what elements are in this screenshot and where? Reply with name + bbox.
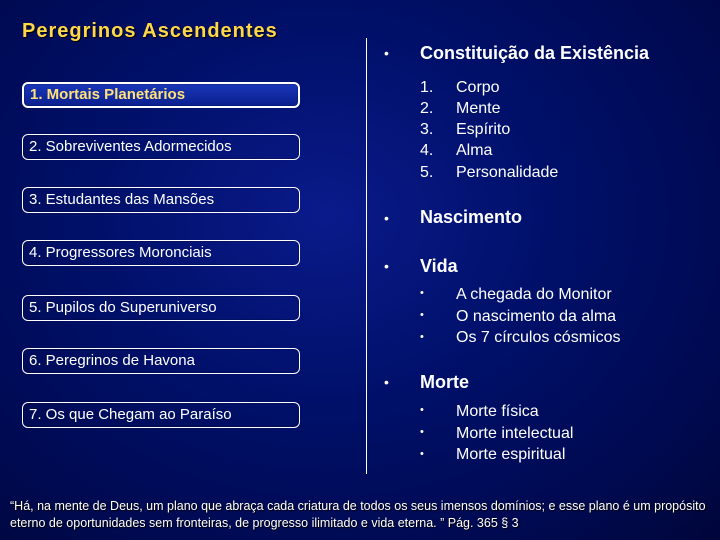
constitution-item: Mente xyxy=(456,100,501,117)
life-item: O nascimento da alma xyxy=(456,308,617,325)
life-heading: Vida xyxy=(420,256,458,276)
birth-heading: Nascimento xyxy=(420,207,523,227)
stage-box-4[interactable]: 4. Progressores Moronciais xyxy=(22,240,300,266)
list-number: 2. xyxy=(420,100,434,117)
death-item: Morte espiritual xyxy=(456,446,566,463)
death-heading: Morte xyxy=(420,372,469,392)
sub-bullet-icon: • xyxy=(420,331,424,343)
stage-box-3[interactable]: 3. Estudantes das Mansões xyxy=(22,187,300,213)
sub-bullet-icon: • xyxy=(420,448,424,460)
bullet-icon: • xyxy=(384,374,389,390)
constitution-item: Alma xyxy=(456,142,493,159)
constitution-item: Espírito xyxy=(456,121,511,138)
divider-line xyxy=(366,38,367,474)
sub-bullet-icon: • xyxy=(420,404,424,416)
sub-bullet-icon: • xyxy=(420,309,424,321)
list-number: 4. xyxy=(420,142,434,159)
list-number: 5. xyxy=(420,164,434,181)
death-item: Morte física xyxy=(456,403,539,420)
sub-bullet-icon: • xyxy=(420,426,424,438)
constitution-item: Personalidade xyxy=(456,164,559,181)
life-item: Os 7 círculos cósmicos xyxy=(456,329,621,346)
stage-box-5[interactable]: 5. Pupilos do Superuniverso xyxy=(22,295,300,321)
list-number: 3. xyxy=(420,121,434,138)
page-title: Peregrinos Ascendentes xyxy=(22,20,278,42)
life-item: A chegada do Monitor xyxy=(456,286,612,303)
stage-box-6[interactable]: 6. Peregrinos de Havona xyxy=(22,348,300,374)
list-number: 1. xyxy=(420,79,434,96)
constitution-item: Corpo xyxy=(456,79,500,96)
stage-box-2[interactable]: 2. Sobreviventes Adormecidos xyxy=(22,134,300,160)
bullet-icon: • xyxy=(384,45,389,61)
constitution-heading: Constituição da Existência xyxy=(420,43,650,63)
stage-box-1[interactable]: 1. Mortais Planetários xyxy=(22,82,300,108)
death-item: Morte intelectual xyxy=(456,425,574,442)
sub-bullet-icon: • xyxy=(420,287,424,299)
bullet-icon: • xyxy=(384,258,389,274)
footer-quote: “Há, na mente de Deus, um plano que abraça cada criatura de todos os seus imensos domínios; e esse plano é um propósito eterno de oportunidades sem fronteiras, de progresso ilimitado e vida eterna. ” Pág. 365 § 3 xyxy=(10,499,706,530)
stage-box-7[interactable]: 7. Os que Chegam ao Paraíso xyxy=(22,402,300,428)
bullet-icon: • xyxy=(384,210,389,226)
